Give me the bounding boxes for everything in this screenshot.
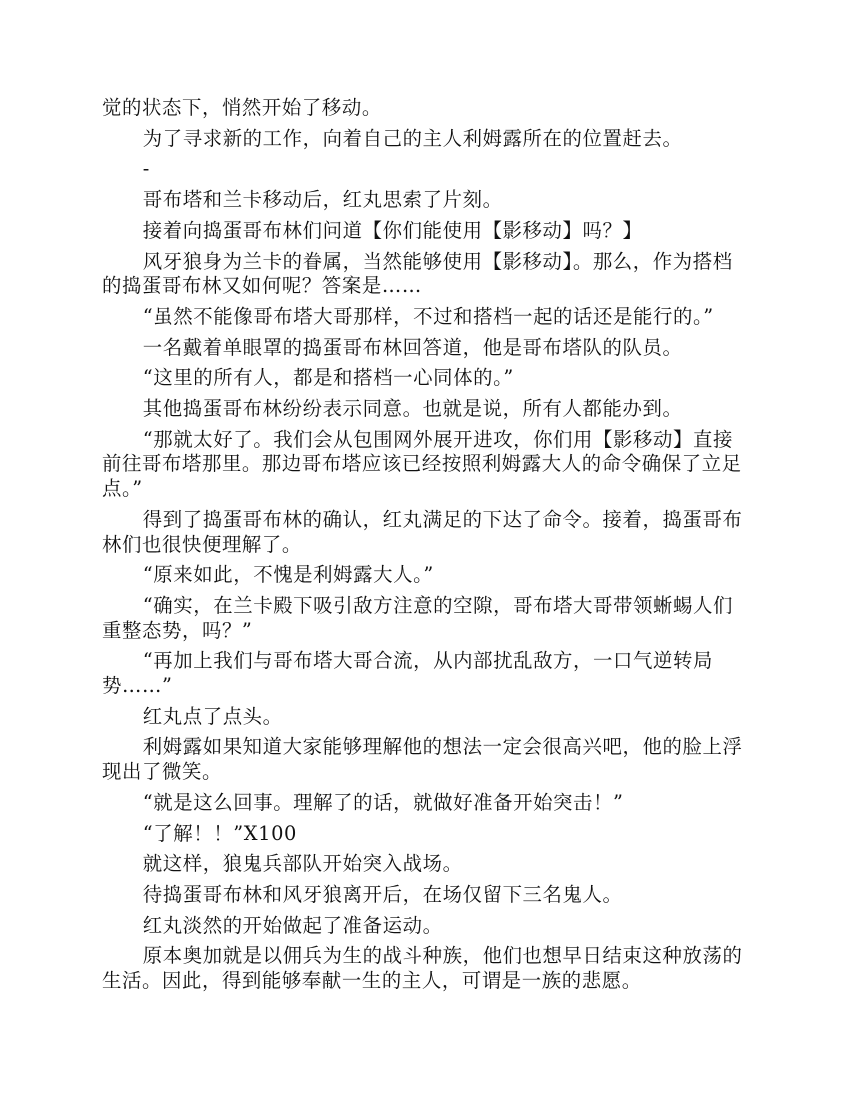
paragraph: 哥布塔和兰卡移动后，红丸思索了片刻。 <box>142 188 503 212</box>
paragraph: 一名戴着单眼罩的捣蛋哥布林回答道，他是哥布塔队的队员。 <box>142 335 683 359</box>
paragraph: 红丸淡然的开始做起了准备运动。 <box>142 913 443 937</box>
paragraph: “再加上我们与哥布塔大哥合流，从内部扰乱敌方，一口气逆转局势……” <box>102 649 713 698</box>
paragraph: 接着向捣蛋哥布林们问道【你们能使用【影移动】吗？】 <box>142 218 643 242</box>
paragraph: 原本奥加就是以佣兵为生的战斗种族，他们也想早日结束这种放荡的生活。因此，得到能够奉献一生的主人，可谓是一族的悲愿。 <box>102 944 743 993</box>
paragraph: 待捣蛋哥布林和风牙狼离开后，在场仅留下三名鬼人。 <box>142 882 623 906</box>
paragraph: “确实，在兰卡殿下吸引敌方注意的空隙，哥布塔大哥带领蜥蜴人们重整态势，吗？” <box>102 593 733 642</box>
paragraph: 得到了捣蛋哥布林的确认，红丸满足的下达了命令。接着，捣蛋哥布林们也很快便理解了。 <box>102 507 743 556</box>
paragraph: 红丸点了点头。 <box>142 704 283 728</box>
paragraph: “虽然不能像哥布塔大哥那样，不过和搭档一起的话还是能行的。” <box>142 304 714 328</box>
paragraph: “就是这么回事。理解了的话，就做好准备开始突击！” <box>142 790 624 814</box>
paragraph: 就这样，狼鬼兵部队开始突入战场。 <box>142 852 463 876</box>
document-body <box>102 96 748 1000</box>
paragraph: “这里的所有人，都是和搭档一心同体的。” <box>142 366 514 390</box>
paragraph: - <box>142 157 150 181</box>
paragraph: “那就太好了。我们会从包围网外展开进攻，你们用【影移动】直接前往哥布塔那里。那边哥布塔应该已经按照利姆露大人的命令确保了立足点。” <box>102 427 742 501</box>
paragraph: 其他捣蛋哥布林纷纷表示同意。也就是说，所有人都能办到。 <box>142 397 683 421</box>
paragraph: “原来如此，不愧是利姆露大人。” <box>142 563 434 587</box>
paragraph: 利姆露如果知道大家能够理解他的想法一定会很高兴吧，他的脸上浮现出了微笑。 <box>102 735 743 784</box>
paragraph: “了解！！”X100 <box>142 821 297 845</box>
paragraph: 风牙狼身为兰卡的眷属，当然能够使用【影移动】。那么，作为搭档的捣蛋哥布林又如何呢？答案是…… <box>102 249 733 298</box>
paragraph: 为了寻求新的工作，向着自己的主人利姆露所在的位置赶去。 <box>142 126 683 150</box>
paragraph: 觉的状态下，悄然开始了移动。 <box>102 96 382 119</box>
